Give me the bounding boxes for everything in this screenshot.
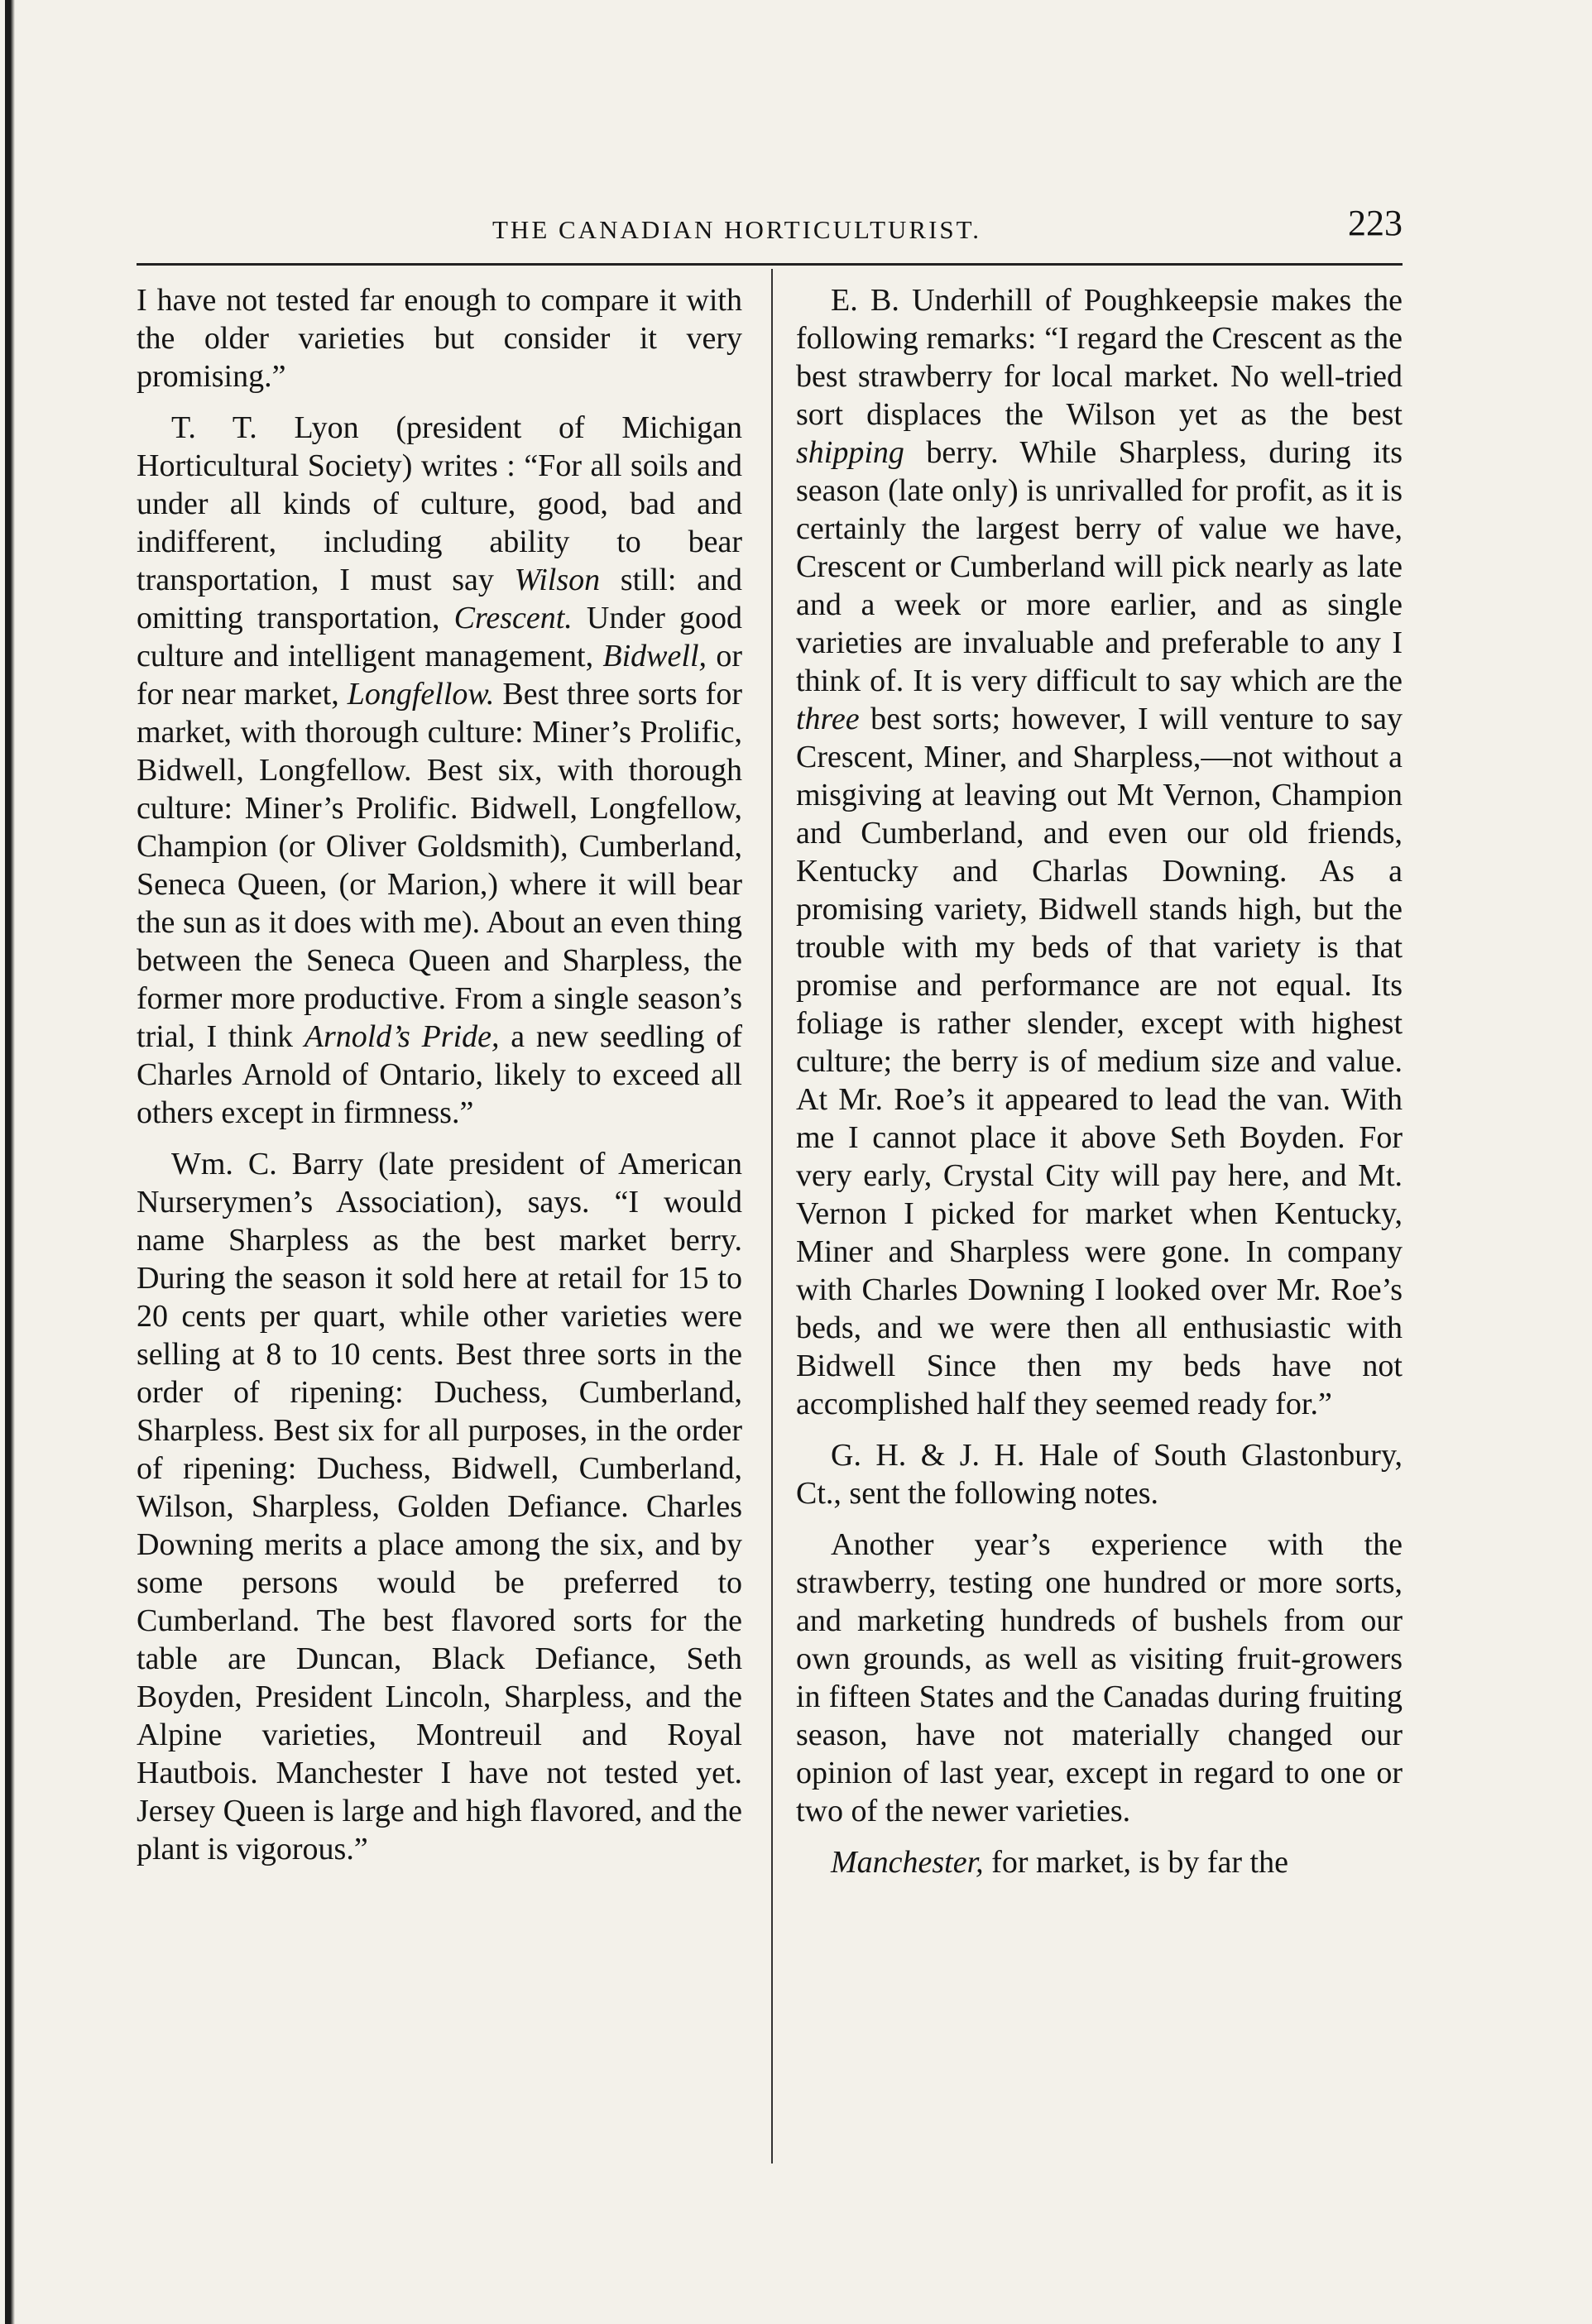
- column-rule: [771, 269, 773, 2163]
- italic-run: shipping: [796, 435, 904, 470]
- italic-run: Wilson: [514, 563, 601, 597]
- running-title: THE CANADIAN HORTICULTURIST.: [492, 215, 982, 244]
- text-run: Best three sorts for market, with thorough culture: Miner’s Prolific, Bidwell, Longfellow. Best six, with thorough culture: Miner’s Prolific. Bidwell, Longfellow, Champion (or Oliver Goldsmith), Cumberland, Seneca Queen, (or Marion,) where it will bear the sun as it does with me). About an even thing between the Seneca Queen and Sharpless, the former more productive. From a single season’s trial, I think: [137, 677, 742, 1054]
- header-rule: [137, 263, 1403, 266]
- text-run: E. B. Underhill of Poughkeepsie makes the following remarks: “I regard the Crescent as the best strawberry for local market. No well-tried sort displaces the Wilson yet as the best: [796, 283, 1403, 432]
- text-run: or for near market,: [137, 639, 742, 712]
- text-run: for market, is by far the: [983, 1845, 1288, 1880]
- text-run: berry. While Sharpless, during its season (late only) is unrivalled for profit, as it is certainly the largest berry of value we have, Crescent or Cumberland will pick nearly as late and a week or more earlier, and as single varieties are invaluable and preferable to any I think of. It is very difficult to say which are the: [796, 435, 1403, 698]
- text-run: a new seedling of Charles Arnold of Ontario, likely to exceed all others except in firmness.”: [137, 1019, 742, 1130]
- italic-run: three: [796, 702, 860, 736]
- text-run: Under good culture and intelligent management,: [137, 601, 742, 673]
- right-column: [796, 281, 1403, 2184]
- italic-run: Manchester,: [831, 1845, 984, 1880]
- left-paragraph-3: Wm. C. Barry (late president of American Nurserymen’s Association), says. “I would name Sharpless as the best market berry. During the season it sold here at retail for 15 to 20 cents per quart, while other varieties were selling at 8 to 10 cents. Best three sorts in the order of ripening: Duchess, Cumberland, Sharpless. Best six for all purposes, in the order of ripening: Duchess, Bidwell, Cumberland, Wilson, Sharpless, Golden Defiance. Charles Downing merits a place among the six, and by some persons would be preferred to Cumberland. The best flavored sorts for the table are Duncan, Black Defiance, Seth Boyden, President Lincoln, Sharpless, and the Alpine varieties, Montreuil and Royal Hautbois. Manchester I have not tested yet. Jersey Queen is large and high flavored, and the plant is vigorous.”: [137, 1147, 742, 1866]
- page-header: [137, 200, 1403, 266]
- italic-run: Bidwell,: [602, 639, 707, 673]
- right-paragraph-1: [796, 281, 1403, 1423]
- text-run: best sorts; however, I will venture to say Crescent, Miner, and Sharpless,—not without a misgiving at leaving out Mt Vernon, Champion and Cumberland, and even our old friends, Kentucky and Charlas Downing. As a promising variety, Bidwell stands high, but the trouble with my beds of that variety is that promise and performance are not equal. Its foliage is rather slender, except with highest culture; the berry is of medium size and value. At Mr. Roe’s it appeared to lead the van. With me I cannot place it above Seth Boyden. For very early, Crystal City will pay here, and Mt. Vernon I picked for market when Kentucky, Miner and Sharpless were gone. In company with Charles Downing I looked over Mr. Roe’s beds, and we were then all enthusiastic with Bidwell Since then my beds have not accomplished half they seemed ready for.”: [796, 702, 1403, 1421]
- right-paragraph-3: Another year’s experience with the strawberry, testing one hundred or more sorts, and marketing hundreds of bushels from our own grounds, as well as visiting fruit-growers in fifteen States and the Canadas during fruiting season, have not materially changed our opinion of last year, except in regard to one or two of the newer varieties.: [796, 1527, 1403, 1828]
- left-paragraph-2: [137, 409, 742, 1132]
- italic-run: Longfellow.: [347, 677, 495, 712]
- italic-run: Arnold’s Pride,: [304, 1019, 500, 1054]
- left-column: [137, 281, 742, 2184]
- right-paragraph-4: [796, 1843, 1403, 1881]
- text-run: T. T. Lyon (president of Michigan Horticultural Society) writes : “For all soils and under all kinds of culture, good, bad and indifferent, including ability to bear transportation, I must say: [137, 410, 742, 597]
- page-left-edge: [5, 0, 15, 2324]
- text-run: still: and omitting transportation,: [137, 563, 742, 635]
- italic-run: Crescent.: [453, 601, 573, 635]
- right-paragraph-2: G. H. & J. H. Hale of South Glastonbury, Ct., sent the following notes.: [796, 1438, 1403, 1511]
- left-paragraph-1: I have not tested far enough to compare it with the older varieties but consider it very promising.”: [137, 283, 742, 394]
- page-number: 223: [1348, 203, 1403, 243]
